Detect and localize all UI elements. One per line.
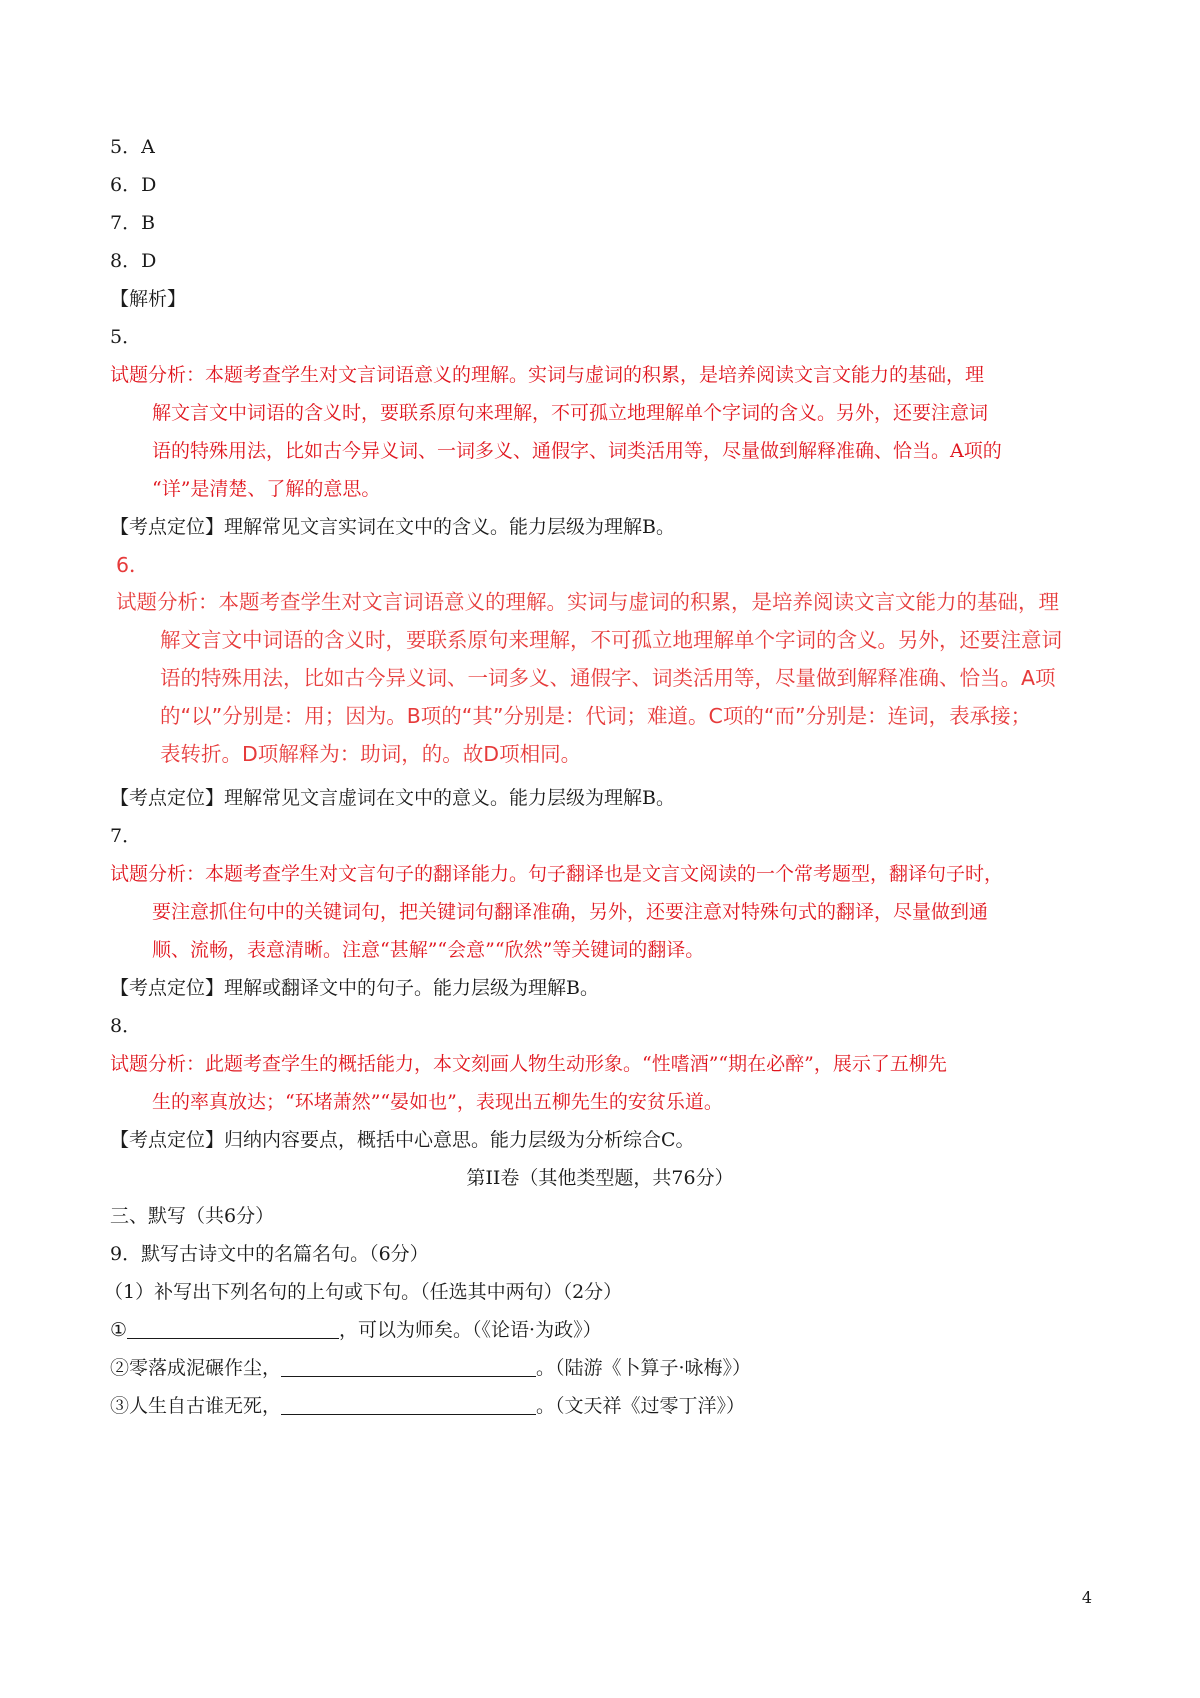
q9-item-1-prefix: ①: [110, 1319, 128, 1341]
page-number: 4: [1081, 1588, 1092, 1607]
q6-number: 6．: [116, 553, 150, 577]
q6-analysis-line: 试题分析：本题考查学生对文言词语意义的理解。实词与虚词的积累，是培养阅读文言文能力的基础，理: [116, 590, 1059, 614]
q6-analysis-line: 的“以”分别是：用；因为。B项的“其”分别是：代词；难道。C项的“而”分别是：连词，表承接；: [160, 704, 1032, 728]
q9-item-2-prefix: ②零落成泥碾作尘，: [110, 1357, 282, 1379]
q5-analysis-line: 解文言文中词语的含义时，要联系原句来理解，不可孤立地理解单个字词的含义。另外，还要注意词: [152, 402, 989, 424]
q9-title: 9．默写古诗文中的名篇名句。（6分）: [110, 1243, 429, 1265]
q9-item-2-suffix: 。（陆游《卜算子·咏梅》）: [536, 1357, 752, 1379]
q9-item-1-suffix: ，可以为师矣。（《论语·为政》）: [339, 1319, 602, 1341]
answer-blank[interactable]: [281, 1356, 536, 1377]
q5-point: 【考点定位】理解常见文言实词在文中的含义。能力层级为理解B。: [110, 516, 675, 538]
answer-7: 7．B: [110, 212, 156, 234]
q7-number: 7．: [110, 825, 142, 847]
q6-analysis-line: 语的特殊用法，比如古今异义词、一词多义、通假字、词类活用等，尽量做到解释准确、恰当。A项: [160, 666, 1056, 690]
q7-analysis-line: 要注意抓住句中的关键词句，把关键词句翻译准确，另外，还要注意对特殊句式的翻译，尽量做到通: [152, 901, 989, 923]
q5-analysis-line: “详”是清楚、了解的意思。: [152, 478, 381, 500]
q8-point: 【考点定位】归纳内容要点，概括中心意思。能力层级为分析综合C。: [110, 1129, 695, 1151]
answer-5: 5．A: [110, 136, 155, 158]
q8-analysis-line: 试题分析：此题考查学生的概括能力，本文刻画人物生动形象。“性嗜酒”“期在必醉”，展示了五柳先: [110, 1053, 947, 1075]
answer-blank[interactable]: [281, 1394, 536, 1415]
q9-item-3-suffix: 。（文天祥《过零丁洋》）: [536, 1395, 746, 1417]
q9-item-1: [110, 1318, 602, 1342]
q6-point: 【考点定位】理解常见文言虚词在文中的意义。能力层级为理解B。: [110, 787, 675, 809]
q8-number: 8．: [110, 1015, 142, 1037]
answer-8: 8．D: [110, 250, 157, 272]
q7-point: 【考点定位】理解或翻译文中的句子。能力层级为理解B。: [110, 977, 599, 999]
volume-title: 第II卷（其他类型题，共76分）: [466, 1167, 734, 1189]
q5-number: 5．: [110, 326, 142, 348]
answer-6: 6．D: [110, 174, 157, 196]
section-3-heading: 三、默写（共6分）: [110, 1205, 275, 1227]
q5-analysis-line: 语的特殊用法，比如古今异义词、一词多义、通假字、词类活用等，尽量做到解释准确、恰当。A项的: [152, 440, 1002, 462]
q9-item-2: [110, 1356, 751, 1380]
answer-blank[interactable]: [127, 1318, 339, 1339]
analysis-heading: 【解析】: [110, 288, 187, 310]
q7-analysis-line: 顺、流畅，表意清晰。注意“甚解”“会意”“欣然”等关键词的翻译。: [152, 939, 705, 961]
q5-analysis-line: 试题分析：本题考查学生对文言词语意义的理解。实词与虚词的积累，是培养阅读文言文能力的基础，理: [110, 364, 985, 386]
q9-item-3: [110, 1394, 745, 1418]
q6-analysis-line: 解文言文中词语的含义时，要联系原句来理解，不可孤立地理解单个字词的含义。另外，还要注意词: [160, 628, 1062, 652]
q8-analysis-line: 生的率真放达；“环堵萧然”“晏如也”，表现出五柳先生的安贫乐道。: [152, 1091, 723, 1113]
q9-item-3-prefix: ③人生自古谁无死，: [110, 1395, 282, 1417]
q9-sub1: （1）补写出下列名句的上句或下句。（任选其中两句）（2分）: [104, 1281, 623, 1303]
q6-analysis-line: 表转折。D项解释为：助词，的。故D项相同。: [160, 742, 582, 766]
q7-analysis-line: 试题分析：本题考查学生对文言句子的翻译能力。句子翻译也是文言文阅读的一个常考题型，翻译句子时，: [110, 863, 1004, 885]
